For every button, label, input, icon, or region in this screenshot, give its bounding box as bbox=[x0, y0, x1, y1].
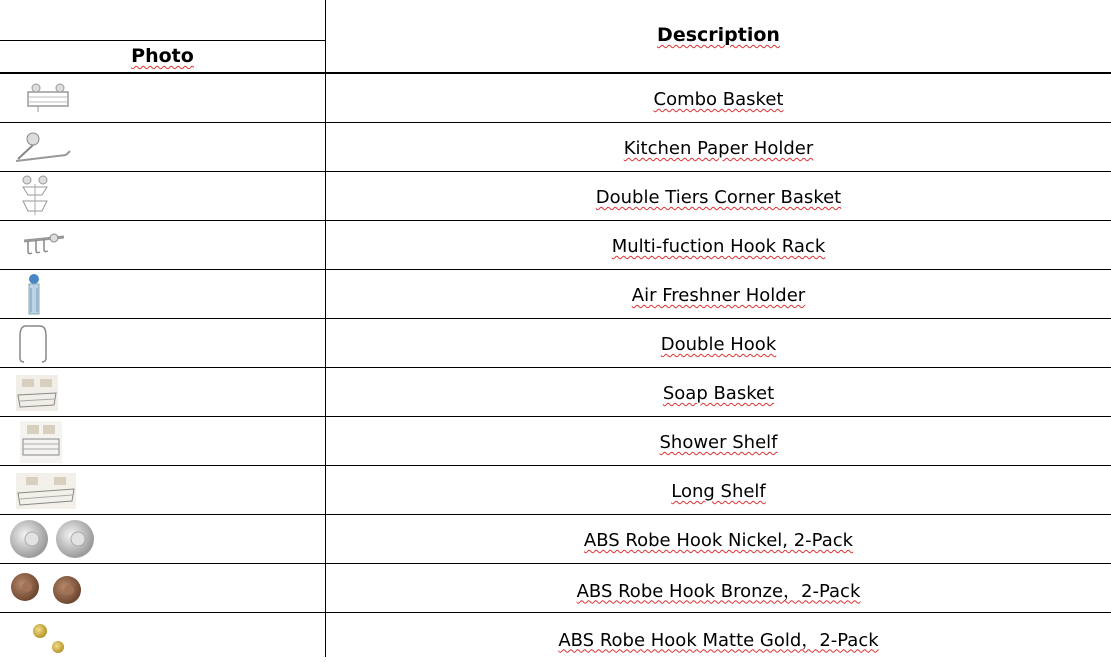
photo-cell bbox=[0, 613, 325, 662]
description-text: ABS Robe Hook Nickel, 2-Pack bbox=[583, 530, 854, 551]
description-cell bbox=[326, 417, 1111, 466]
table-row bbox=[0, 417, 1111, 466]
table-row bbox=[0, 515, 1111, 564]
table-row bbox=[0, 74, 1111, 123]
photo-cell bbox=[0, 417, 325, 466]
long-shelf-icon bbox=[14, 471, 78, 511]
robe-hook-bronze-icon bbox=[8, 569, 88, 609]
photo-cell bbox=[0, 270, 325, 319]
description-text: Combo Basket bbox=[653, 89, 784, 110]
hook-rack-icon bbox=[20, 229, 68, 263]
combo-basket-icon bbox=[24, 82, 74, 116]
corner-basket-icon bbox=[18, 175, 52, 219]
photo-cell bbox=[0, 466, 325, 515]
table-row bbox=[0, 319, 1111, 368]
description-text: Multi-fuction Hook Rack bbox=[611, 236, 826, 257]
air-freshener-holder-icon bbox=[22, 272, 46, 318]
description-cell bbox=[326, 613, 1111, 662]
description-text: Air Freshner Holder bbox=[631, 285, 806, 306]
photo-cell bbox=[0, 221, 325, 270]
description-column-header: Description bbox=[657, 24, 780, 46]
shower-shelf-icon bbox=[18, 419, 64, 465]
photo-cell bbox=[0, 319, 325, 368]
description-cell bbox=[326, 515, 1111, 564]
description-cell bbox=[326, 74, 1111, 123]
robe-hook-gold-icon bbox=[26, 615, 76, 657]
table-row bbox=[0, 368, 1111, 417]
paper-holder-icon bbox=[10, 127, 72, 167]
header-divider-photo bbox=[0, 40, 325, 41]
description-cell bbox=[326, 221, 1111, 270]
table-row bbox=[0, 270, 1111, 319]
description-cell bbox=[326, 466, 1111, 515]
table-row bbox=[0, 466, 1111, 515]
table-row bbox=[0, 172, 1111, 221]
photo-cell bbox=[0, 368, 325, 417]
description-cell bbox=[326, 123, 1111, 172]
description-text: Long Shelf bbox=[671, 481, 766, 502]
description-cell bbox=[326, 319, 1111, 368]
description-text: Double Tiers Corner Basket bbox=[595, 187, 842, 208]
description-text: Kitchen Paper Holder bbox=[623, 138, 814, 159]
description-cell bbox=[326, 172, 1111, 221]
double-hook-icon bbox=[16, 322, 50, 366]
table-row bbox=[0, 221, 1111, 270]
table-row bbox=[0, 613, 1111, 662]
description-cell bbox=[326, 368, 1111, 417]
description-text: ABS Robe Hook Matte Gold，2-Pack bbox=[558, 629, 879, 651]
photo-cell bbox=[0, 123, 325, 172]
table-row bbox=[0, 123, 1111, 172]
table-row bbox=[0, 564, 1111, 613]
photo-cell bbox=[0, 172, 325, 221]
description-cell bbox=[326, 564, 1111, 613]
description-text: Soap Basket bbox=[662, 383, 775, 404]
description-text: Shower Shelf bbox=[659, 432, 778, 453]
description-text: ABS Robe Hook Bronze，2-Pack bbox=[576, 580, 861, 602]
photo-cell bbox=[0, 564, 325, 613]
photo-cell bbox=[0, 515, 325, 564]
photo-cell bbox=[0, 74, 325, 123]
robe-hook-nickel-icon bbox=[8, 517, 98, 561]
photo-column-header: Photo bbox=[131, 45, 194, 67]
description-text: Double Hook bbox=[660, 334, 777, 355]
description-cell bbox=[326, 270, 1111, 319]
soap-basket-icon bbox=[14, 373, 60, 413]
